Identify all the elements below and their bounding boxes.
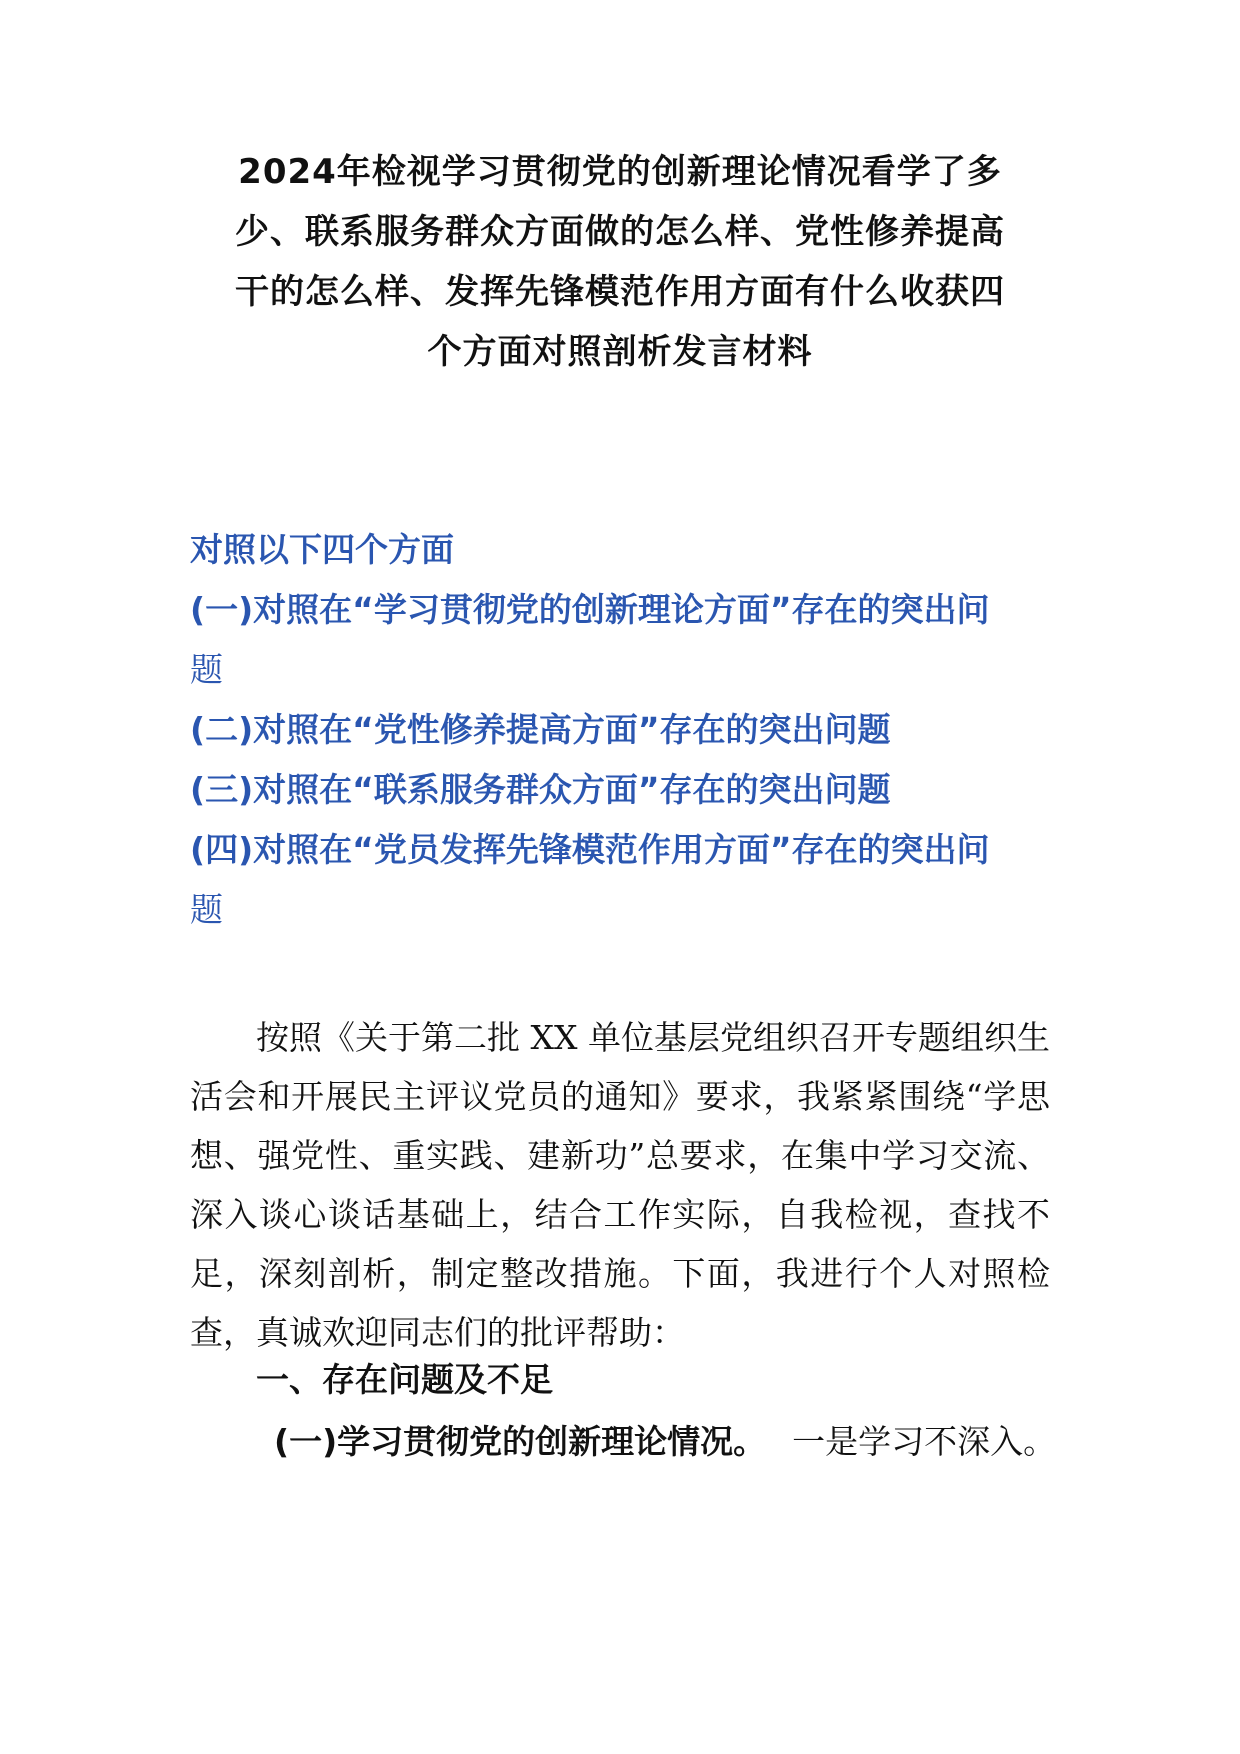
section-heading: 一、存在问题及不足 (256, 1360, 553, 1399)
aspect-item-continuation: 题 (190, 650, 223, 689)
aspect-item-continuation: 题 (190, 890, 223, 929)
subsection-title: (一)学习贯彻党的创新理论情况。 (274, 1422, 767, 1461)
title-line: 少、联系服务群众方面做的怎么样、党性修养提高 (235, 212, 1005, 252)
aspect-item-1 (190, 580, 1090, 700)
subsection (274, 1412, 1056, 1472)
aspect-item-2 (190, 700, 1090, 760)
title-line: 干的怎么样、发挥先锋模范作用方面有什么收获四 (235, 272, 1005, 312)
aspect-item-text: (四)对照在“党员发挥先锋模范作用方面”存在的突出问 (190, 830, 990, 869)
aspect-item-text: (三)对照在“联系服务群众方面”存在的突出问题 (190, 770, 891, 809)
aspects-heading: 对照以下四个方面 (190, 530, 454, 569)
subsection-body: 一是学习不深入。 (792, 1422, 1057, 1461)
aspect-item-text: (二)对照在“党性修养提高方面”存在的突出问题 (190, 710, 891, 749)
aspect-item-text: (一)对照在“学习贯彻党的创新理论方面”存在的突出问 (190, 590, 990, 629)
document-title (190, 142, 1050, 382)
title-line: 2024年检视学习贯彻党的创新理论情况看学了多 (238, 152, 1002, 192)
title-line: 个方面对照剖析发言材料 (427, 332, 813, 372)
aspects-list (190, 520, 1090, 940)
aspect-item-4 (190, 820, 1090, 940)
aspect-item-3 (190, 760, 1090, 820)
intro-paragraph: 按照《关于第二批 XX 单位基层党组织召开专题组织生活会和开展民主评议党员的通知》要求，我紧紧围绕“学思想、强党性、重实践、建新功”总要求，在集中学习交流、深入谈心谈话基础上，结合工作实际，自我检视，查找不足，深刻剖析，制定整改措施。下面，我进行个人对照检查，真诚欢迎同志们的批评帮助： (190, 1018, 1050, 1352)
